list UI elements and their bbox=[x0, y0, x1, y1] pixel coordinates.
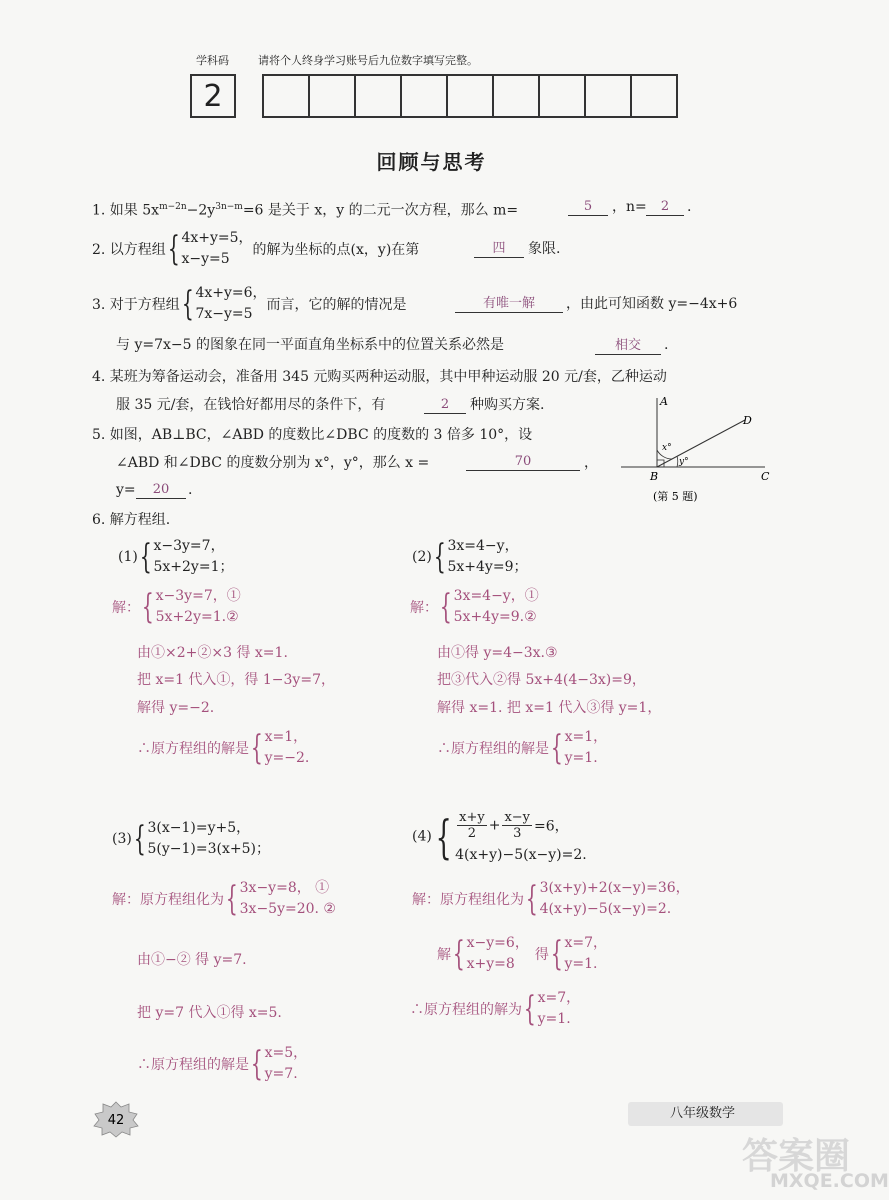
answer-x: 70 bbox=[466, 454, 580, 471]
part-1-result: ∴原方程组的解是{ x=1， y=−2. bbox=[137, 728, 310, 768]
footer-book-label: 八年级数学 bbox=[628, 1102, 783, 1126]
brace: { bbox=[133, 819, 146, 859]
part-3-step-1: 由①−② 得 y=7. bbox=[137, 952, 247, 968]
brace: { bbox=[250, 1044, 263, 1084]
brace: { bbox=[225, 879, 238, 919]
figure-caption: (第 5 题) bbox=[653, 490, 698, 503]
question-5-line3a: y= bbox=[116, 482, 136, 498]
part-4-intermediate: 解{ x−y=6， x+y=8 得{ x=7， y=1. bbox=[437, 934, 608, 974]
answer-relation: 相交 bbox=[595, 338, 661, 355]
label-c: C bbox=[761, 470, 770, 483]
question-5-line1: 5. 如图，AB⊥BC，∠ABD 的度数比∠DBC 的度数的 3 倍多 10°，设 bbox=[92, 427, 533, 443]
question-6-lead: 6. 解方程组. bbox=[92, 512, 171, 528]
account-cell[interactable] bbox=[264, 76, 310, 116]
part-2-solution-system: 解：{ 3x=4−y，① 5x+4y=9.② bbox=[410, 587, 539, 627]
brace: { bbox=[452, 934, 465, 974]
brace: { bbox=[435, 809, 452, 864]
subject-code-label: 学科码 bbox=[196, 54, 229, 67]
brace: { bbox=[167, 229, 180, 269]
answer-plans: 2 bbox=[424, 397, 466, 414]
part-4-problem: (4){ $\frac{x+y}{2}$ + $\frac{x-y}{3}$ =6， 4(x+y)−5(x−y)=2. bbox=[412, 809, 587, 864]
answer-n: 2 bbox=[646, 199, 684, 216]
brace: { bbox=[250, 728, 263, 768]
brace: { bbox=[550, 934, 563, 974]
brace: { bbox=[523, 989, 536, 1029]
part-2-result: ∴原方程组的解是{ x=1， y=1. bbox=[437, 728, 608, 768]
brace: { bbox=[181, 284, 194, 324]
account-cell[interactable] bbox=[586, 76, 632, 116]
equation-system: 4x+y=6， 7x−y=5 bbox=[195, 285, 267, 322]
account-cell[interactable] bbox=[448, 76, 494, 116]
question-5-line2a: ∠ABD 和∠DBC 的度数分别为 x°，y°，那么 x = bbox=[116, 455, 430, 471]
part-3-step-2: 把 y=7 代入①得 x=5. bbox=[137, 1005, 282, 1021]
label-d: D bbox=[743, 414, 752, 427]
page-number: 42 bbox=[107, 1113, 125, 1128]
part-1-solution-system: 解：{ x−3y=7，① 5x+2y=1.② bbox=[112, 587, 241, 627]
part-3-problem: (3){ 3(x−1)=y+5， 5(y−1)=3(x+5)； bbox=[112, 819, 270, 859]
answer-y: 20 bbox=[136, 482, 186, 499]
part-3-solution-system: 解：原方程组化为{ 3x−y=8， ① 3x−5y=20. ② bbox=[112, 879, 336, 919]
fraction: $\frac{x+y}{2}$ bbox=[459, 810, 485, 841]
q1-n-label: ，n= bbox=[612, 199, 647, 215]
label-y-angle: y° bbox=[679, 457, 689, 467]
account-cell[interactable] bbox=[310, 76, 356, 116]
subject-code-box: 2 bbox=[190, 74, 236, 118]
arc-y bbox=[677, 456, 678, 467]
part-2-problem: (2){ 3x=4−y， 5x+4y=9； bbox=[412, 537, 528, 577]
answer-m: 5 bbox=[568, 199, 608, 216]
question-1: 1. 如果 $5x^{m-2n}-2y^{3n-m}=6$ 是关于 x，y 的二元一次方程，那么 m= bbox=[92, 202, 519, 219]
fraction: $\frac{x-y}{3}$ bbox=[504, 810, 531, 841]
label-x-angle: x° bbox=[662, 443, 672, 453]
page-number-badge bbox=[93, 1101, 139, 1137]
account-cell[interactable] bbox=[632, 76, 676, 116]
q3-line2: 与 y=7x−5 的图象在同一平面直角坐标系中的位置关系必然是 bbox=[116, 337, 504, 353]
account-cell[interactable] bbox=[494, 76, 540, 116]
part-4-result: ∴原方程组的解为{ x=7， y=1. bbox=[410, 989, 581, 1029]
instruction-text: 请将个人终身学习账号后九位数字填写完整。 bbox=[258, 54, 478, 67]
part-1-problem: (1){ x−3y=7， 5x+2y=1； bbox=[118, 537, 234, 577]
brace: { bbox=[439, 587, 452, 627]
part-1-step-3: 解得 y=−2. bbox=[137, 700, 215, 716]
brace: { bbox=[141, 587, 154, 627]
label-b: B bbox=[650, 470, 659, 483]
question-3: 3. 对于方程组{ 4x+y=6， 7x−y=5 而言，它的解的情况是 bbox=[92, 284, 407, 324]
brace: { bbox=[550, 728, 563, 768]
equation-system: 4x+y=5， x−y=5 bbox=[181, 230, 253, 267]
account-cell[interactable] bbox=[402, 76, 448, 116]
answer-solution-type: 有唯一解 bbox=[455, 296, 563, 313]
part-2-step-2: 把③代入②得 5x+4(4−3x)=9， bbox=[437, 672, 646, 688]
question-5-line3b: . bbox=[188, 482, 193, 498]
angle-figure bbox=[615, 392, 780, 510]
account-cell[interactable] bbox=[540, 76, 586, 116]
label-a: A bbox=[660, 395, 668, 408]
part-3-result: ∴原方程组的解是{ x=5， y=7. bbox=[137, 1044, 308, 1084]
question-4-line2b: 种购买方案. bbox=[470, 397, 545, 413]
part-2-step-1: 由①得 y=4−3x.③ bbox=[437, 645, 558, 661]
part-4-solution-system: 解：原方程组化为{ 3(x+y)+2(x−y)=36， 4(x+y)−5(x−y)=2. bbox=[412, 879, 690, 919]
account-cells bbox=[262, 74, 678, 118]
question-5-line2b: ， bbox=[584, 455, 598, 471]
q3-function-text: ，由此可知函数 y=−4x+6 bbox=[566, 296, 738, 312]
account-cell[interactable] bbox=[356, 76, 402, 116]
brace: { bbox=[525, 879, 538, 919]
watermark-text: 答案圈 bbox=[742, 1136, 851, 1177]
question-4-line2a: 服 35 元/套，在钱恰好都用尽的条件下，有 bbox=[116, 397, 386, 413]
brace: { bbox=[139, 537, 152, 577]
part-2-step-3: 解得 x=1. 把 x=1 代入③得 y=1， bbox=[437, 700, 662, 716]
answer-quadrant: 四 bbox=[474, 241, 524, 258]
part-1-step-1: 由①×2+②×3 得 x=1. bbox=[137, 645, 288, 661]
brace: { bbox=[433, 537, 446, 577]
watermark-url: MXQE.COM bbox=[770, 1170, 889, 1192]
question-4-line1: 4. 某班为筹备运动会，准备用 345 元购买两种运动服，其中甲种运动服 20 元/套，乙种运动 bbox=[92, 369, 667, 385]
part-1-step-2: 把 x=1 代入①，得 1−3y=7， bbox=[137, 672, 335, 688]
q1-end: . bbox=[687, 199, 692, 215]
q2-tail: 象限. bbox=[528, 241, 561, 257]
question-2: 2. 以方程组{ 4x+y=5， x−y=5 的解为坐标的点(x，y)在第 bbox=[92, 229, 420, 269]
q3-tail: . bbox=[664, 337, 669, 353]
page-title: 回顾与思考 bbox=[376, 150, 487, 174]
